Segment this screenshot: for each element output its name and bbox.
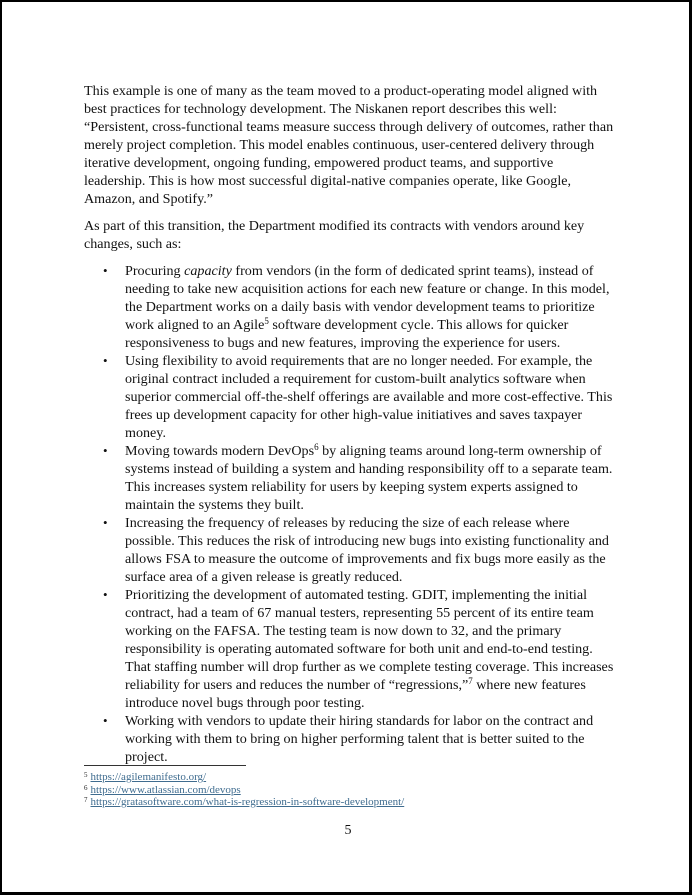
paragraph-transition: As part of this transition, the Department modified its contracts with vendors around key changes, such as:: [84, 218, 585, 252]
list-item: • Using flexibility to avoid requirements that are no longer needed. For example, the original contract included a requirement for custom-built analytics software when superior commercial off-the-shelf offerings are available and more cost-effective. This frees up development capacity for other high-value initiatives and saves taxpayer money.: [103, 353, 613, 441]
list-item: • Moving towards modern DevOps$^6$ by aligning teams around long-term ownership of systems instead of building a system and handing responsibility off to a separate team. This increases system reliability for users by keeping system experts assigned to maintain the systems they built.: [103, 442, 613, 513]
footnote-6: [84, 784, 624, 797]
footnote-number: 7: [84, 796, 88, 804]
bullet-icon: •: [103, 263, 108, 278]
list-item: • Procuring capacity from vendors (in the form of dedicated sprint teams), instead of needing to take new acquisition actions for each new feature or change. In this model, the Department works on a daily basis with vendor development teams to prioritize work aligned to an Agile$^5$ software development cycle. This allows for quicker responsiveness to bugs and new features, improving the experience for users.: [103, 263, 610, 351]
footnote-ref-7[interactable]: 7: [468, 676, 473, 686]
emphasis-capacity: capacity: [184, 263, 232, 279]
bullet-icon: •: [103, 443, 108, 458]
footnote-number: 6: [84, 783, 88, 792]
page-number: 5: [344, 823, 352, 838]
footnote-link-agilemanifesto[interactable]: https://agilemanifesto.org/: [90, 771, 207, 783]
footnote-ref-5[interactable]: 5: [264, 316, 269, 326]
footnote-7: [84, 796, 624, 809]
footnote-separator: [84, 765, 246, 766]
list-item: • Increasing the frequency of releases by reducing the size of each release where possible. This reduces the risk of introducing new bugs into existing functionality and allows FSA to measure the outcome of improvements and fix bugs more easily as the surface area of a given release is greatly reduced.: [103, 515, 609, 585]
footnote-number: 5: [84, 771, 88, 779]
footnotes: [84, 771, 624, 809]
list-item: • Working with vendors to update their hiring standards for labor on the contract and working with them to bring on higher performing talent that is better suited to the project.: [103, 713, 594, 765]
list-item: • Prioritizing the development of automated testing. GDIT, implementing the initial contract, had a team of 67 manual testers, representing 55 percent of its entire team working on the FAFSA. The testing team is now down to 32, and the primary responsibility is operating automated software for both unit and end-to-end testing. That staffing number will drop further as we complete testing coverage. This increases reliability for users and reduces the number of “regressions,”$^7$ where new features introduce novel bugs through poor testing.: [103, 587, 614, 711]
bullet-icon: •: [103, 353, 108, 368]
changes-list: [84, 262, 614, 766]
paragraph-intro: This example is one of many as the team moved to a product-operating model aligned with best practices for technology development. The Niskanen report describes this well: “Persistent, cross-functional teams measure success through delivery of outcomes, rather than merely project completion. This model enables continuous, user-centered delivery through iterative development, ongoing funding, empowered product teams, and supportive leadership. This is how most successful digital-native companies operate, like Google, Amazon, and Spotify.”: [84, 83, 614, 207]
footnote-link-gratasoftware[interactable]: https://gratasoftware.com/what-is-regression-in-software-development/: [90, 796, 405, 808]
footnote-5: [84, 771, 624, 784]
bullet-icon: •: [103, 587, 108, 602]
bullet-icon: •: [103, 713, 108, 728]
footnote-link-atlassian-devops[interactable]: https://www.atlassian.com/devops: [90, 783, 241, 796]
footnote-ref-6[interactable]: 6: [314, 442, 319, 452]
body-content: [84, 82, 614, 766]
bullet-icon: •: [103, 515, 108, 530]
